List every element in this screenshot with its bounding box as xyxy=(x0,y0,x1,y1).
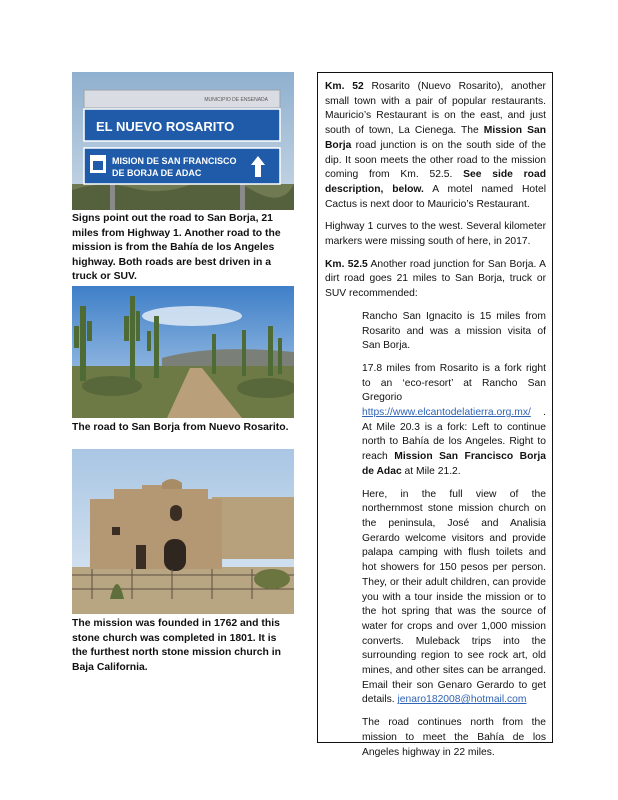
road-image xyxy=(72,286,294,418)
sign-main-text: EL NUEVO ROSARITO xyxy=(96,119,235,134)
paragraph-km-52: Km. 52 Rosarito (Nuevo Rosarito), another small town with a pair of popular restaurants. Mauricio’s Restaurant is on the east, and just south of town, La Cienega. The Mission San Borja road junction is on the south side of the dip. It soon meets the other road to the mission coming from Km. 52.5. See side road description, below. A motel named Hotel Cactus is next door to Mauricio’s Restaurant. xyxy=(325,81,547,210)
mission-san-borja-label: Mission San Borja xyxy=(325,125,547,151)
sign-line1-text: MISION DE SAN FRANCISCO xyxy=(112,156,237,166)
sign-top-text: MUNICIPIO DE ENSENADA xyxy=(204,97,268,103)
paragraph-rancho-san-ignacito: Rancho San Ignacito is 15 miles from Rosarito and was a mission visita of San Borja. xyxy=(362,310,546,352)
km-52-5-label: Km. 52.5 xyxy=(325,258,368,270)
paragraph-gerardo-family: Here, in the full view of the northernmost stone mission church on the peninsula, José and Analisia Gerardo welcome visitors and provide palapa camping with flush toilets and hot showers for 150 pesos per person. They, or their adult children, can provide you with a tour inside the mission or to the hot spring that was the source of water for crops and over 1,000 mission converts. Muleback trips into the surrounding region to see rock art, old mines, and other sites can be arranged. Email their son Genaro Gerardo to get details. jenaro182008@hotmail.com xyxy=(362,488,546,706)
road-photo xyxy=(72,286,294,418)
email-link[interactable]: jenaro182008@hotmail.com xyxy=(397,694,527,706)
road-sign-image xyxy=(72,72,294,210)
sign-line2-text: DE BORJA DE ADAC xyxy=(112,168,202,178)
caption-road-sign: Signs point out the road to San Borja, 21 miles from Highway 1. Another road to the mission is from the Bahía de los Angeles highway. Both roads are best driven in a truck or SUV. xyxy=(72,213,281,283)
mission-name-label: Mission San Francisco Borja de Adac xyxy=(362,451,547,477)
see-side-road-note: See side road description, below. xyxy=(325,169,546,195)
eco-resort-link[interactable]: https://www.elcantodelatierra.org.mx/ xyxy=(362,407,531,419)
mission-image xyxy=(72,449,294,614)
km-52-label: Km. 52 xyxy=(325,81,364,92)
road-log-text-box xyxy=(317,72,553,758)
paragraph-highway-curves: Highway 1 curves to the west. Several kilometer markers were missing south of here, in 2017. xyxy=(325,221,546,248)
paragraph-road-continues: The road continues north from the mission to meet the Bahía de los Angeles highway in 22 miles. xyxy=(362,717,546,758)
caption-mission: The mission was founded in 1762 and this stone church was completed in 1801. It is the furthest north stone mission church in Baja California. xyxy=(72,618,281,673)
caption-road: The road to San Borja from Nuevo Rosarito. xyxy=(72,422,289,433)
road-sign-photo xyxy=(72,72,294,210)
paragraph-km-52-5: Km. 52.5 Another road junction for San Borja. A dirt road goes 21 miles to San Borja, truck or SUV recommended: xyxy=(325,258,546,300)
paragraph-eco-resort: 17.8 miles from Rosarito is a fork right to an ‘eco-resort’ at Rancho San Gregorio https://www.elcantodelatierra.org.mx/ . At Mile 20.3 is a fork: Left to continue north to Bahía de los Angeles. Right to reach Mission San Francisco Borja de Adac at Mile 21.2. xyxy=(362,362,547,477)
mission-photo xyxy=(72,449,294,614)
